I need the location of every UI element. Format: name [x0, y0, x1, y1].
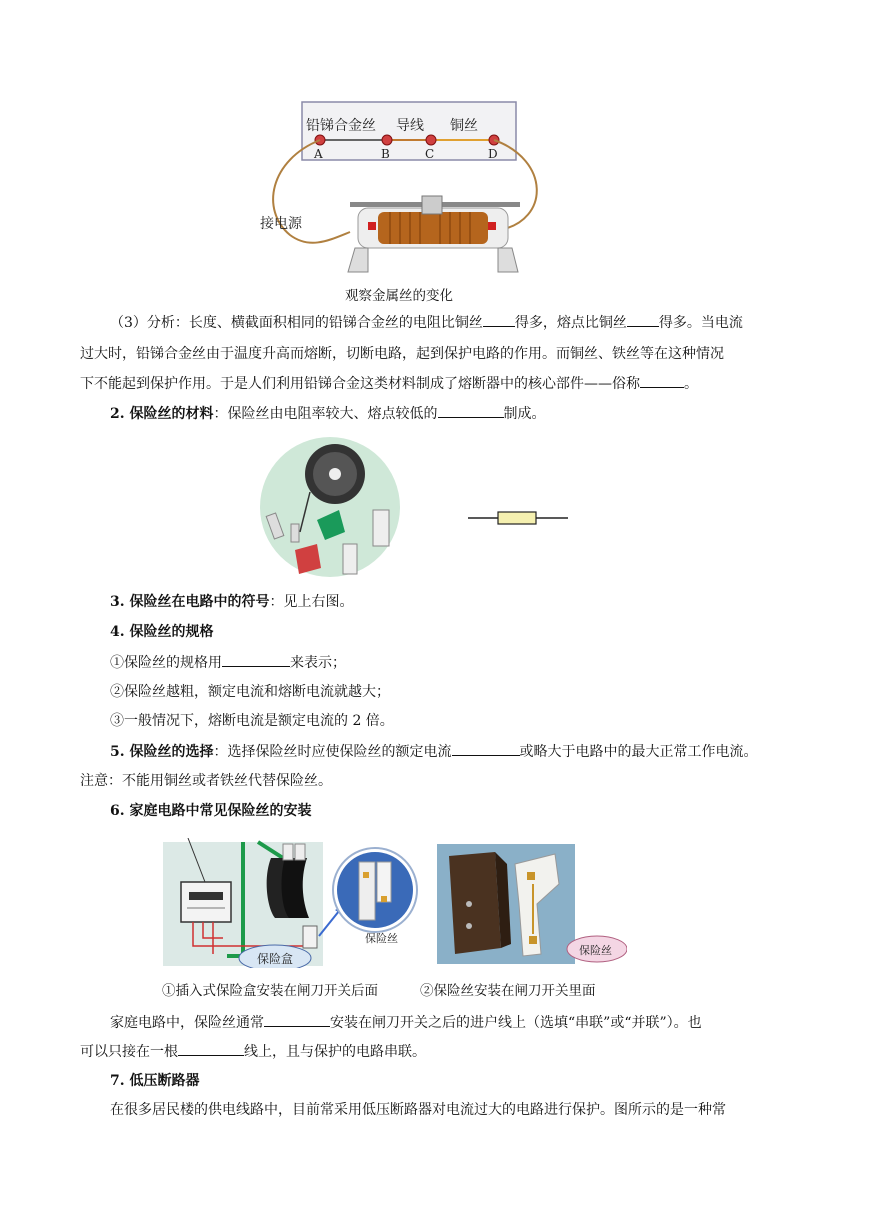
fuse-box-figure: [163, 838, 425, 968]
answer-blank-3[interactable]: [640, 373, 684, 388]
fuse-symbol: [468, 508, 570, 528]
section4-item3: ③一般情况下，熔断电流是额定电流的 2 倍。: [110, 713, 394, 729]
para3-text: 得多。当电流: [658, 315, 743, 331]
section7-text: 在很多居民楼的供电线路中，目前常采用低压断路器对电流过大的电路进行保护。图所示的是一种常: [110, 1102, 726, 1118]
section4-item2: ②保险丝越粗，额定电流和熔断电流就越大；: [110, 684, 390, 700]
section2-text: ：保险丝由电阻率较大、熔点较低的: [213, 406, 438, 422]
section4-item1: [110, 652, 346, 673]
fuse-box-label: 保险盒: [257, 952, 294, 966]
para3-text: 得多，熔点比铜丝: [514, 315, 627, 331]
section7-title: [110, 1071, 200, 1091]
section2-text: 制成。: [503, 406, 546, 422]
answer-blank-2[interactable]: [627, 312, 659, 327]
section6-text: 可以只接在一根: [80, 1044, 178, 1060]
section6-text: 安装在闸刀开关之后的进户线上（选填“串联”或“并联”）。也: [330, 1015, 702, 1031]
section2-line: [110, 403, 546, 424]
section6-text: 线上，且与保护的电路串联。: [244, 1044, 426, 1060]
answer-blank-8[interactable]: [178, 1041, 244, 1056]
para3-text: 。: [684, 376, 698, 392]
fuse-wire-label-2: 保险丝: [579, 944, 612, 957]
answer-blank-7[interactable]: [264, 1012, 330, 1027]
para3-text: （3）分析：长度、横截面积相同的铅锑合金丝的电阻比铜丝: [110, 315, 483, 331]
power-label: 接电源: [260, 216, 302, 232]
section6-title-text: 6. 家庭电路中常见保险丝的安装: [110, 803, 312, 819]
para3-line1: [110, 312, 743, 333]
section3-text: ：见上右图。: [269, 594, 354, 610]
answer-blank-6[interactable]: [452, 741, 520, 756]
para3-text: 下不能起到保护作用。于是人们利用铅锑合金这类材料制成了熔断器中的核心部件——俗称: [80, 376, 640, 392]
section6-para-line1: [110, 1012, 702, 1033]
rheostat: [348, 196, 520, 272]
section4-title-text: 4. 保险丝的规格: [110, 624, 214, 640]
section7-title-text: 7. 低压断路器: [110, 1073, 200, 1089]
wire-experiment-figure: [250, 100, 550, 280]
point-d-label: D: [488, 147, 498, 161]
wire2-label: 导线: [396, 118, 424, 134]
section5-note: 注意：不能用铜丝或者铁丝代替保险丝。: [80, 773, 332, 789]
figure1-caption: 观察金属丝的变化: [345, 288, 453, 304]
section5-line: [110, 741, 758, 762]
answer-blank-1[interactable]: [483, 312, 515, 327]
point-c-label: C: [425, 147, 435, 161]
section4-title: [110, 622, 214, 642]
knife-switch-figure: [437, 844, 627, 966]
figure-caption-2: ②保险丝安装在闸刀开关里面: [420, 983, 596, 999]
point-a-label: A: [314, 147, 323, 161]
section5-title: 5. 保险丝的选择: [110, 744, 214, 760]
answer-blank-4[interactable]: [438, 403, 504, 418]
section3-title: 3. 保险丝在电路中的符号: [110, 594, 270, 610]
section6-title: [110, 801, 312, 821]
section3-line: [110, 592, 354, 612]
fuse-wire-label: 保险丝: [365, 932, 398, 945]
figure-caption-1: ①插入式保险盒安装在闸刀开关后面: [162, 983, 378, 999]
section2-title: 2. 保险丝的材料: [110, 406, 214, 422]
section6-para-line2: [80, 1041, 426, 1062]
section4-text: 来表示；: [290, 655, 346, 671]
section4-text: ①保险丝的规格用: [110, 655, 222, 671]
section5-text: ：选择保险丝时应使保险丝的额定电流: [213, 744, 452, 760]
section6-text: 家庭电路中，保险丝通常: [110, 1015, 264, 1031]
answer-blank-5[interactable]: [222, 652, 290, 667]
point-b-label: B: [381, 147, 390, 161]
fuse-materials-image: [255, 432, 405, 582]
wire3-label: 铜丝: [450, 118, 478, 134]
para3-line3: [80, 373, 698, 394]
section5-text: 或略大于电路中的最大正常工作电流。: [519, 744, 758, 760]
para3-line2: 过大时，铅锑合金丝由于温度升高而熔断，切断电路，起到保护电路的作用。而铜丝、铁丝等在这种情况: [80, 346, 724, 362]
wire1-label: 铅锑合金丝: [306, 118, 376, 134]
